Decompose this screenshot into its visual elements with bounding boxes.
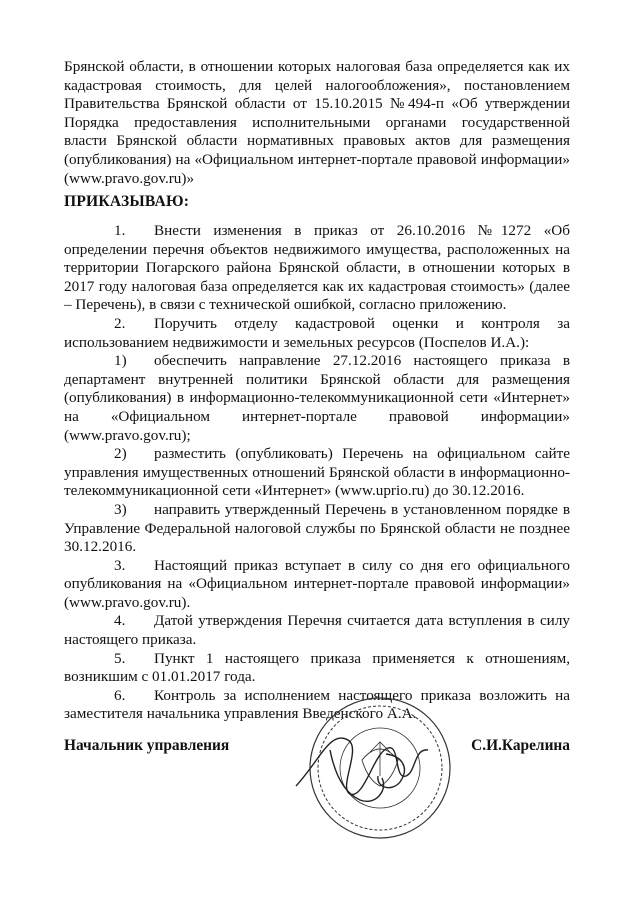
item-text: Датой утверждения Перечня считается дата вступления в силу настоящего приказа. <box>64 612 570 649</box>
item-number: 2) <box>114 445 127 463</box>
item-number: 4. <box>114 612 126 630</box>
item-number: 1) <box>114 352 127 370</box>
item-text: Поручить отделу кадастровой оценки и контроля за использованием недвижимости и земельных ресурсов (Поспелов И.А.): <box>64 314 570 351</box>
official-seal-icon <box>290 690 460 860</box>
order-item <box>64 222 570 315</box>
item-text: направить утвержденный Перечень в установленном порядке в Управление Федеральной налоговой службы по Брянской области не позднее 30.12.2016. <box>64 500 570 556</box>
order-subitem <box>64 445 570 501</box>
order-items <box>64 222 570 724</box>
signatory-position: Начальник управления <box>64 737 230 754</box>
item-number: 2. <box>114 314 126 332</box>
signatory-name: С.И.Карелина <box>471 737 570 754</box>
intro-paragraph: Брянской области, в отношении которых налоговая база определяется как их кадастровая стоимость, для целей налогообложения», постановлением Правительства Брянской области от 15.10.2015 №494-п «Об утверждении Порядка предоставления исполнительными органами государственной власти Брянской области нормативных правовых актов для размещения (опубликования) на «Официальном интернет-портале правовой информации» (www.pravo.gov.ru)» <box>64 58 570 187</box>
intro-block <box>64 58 570 188</box>
item-number: 1. <box>114 222 126 239</box>
item-number: 3) <box>114 500 127 518</box>
order-item <box>64 612 570 649</box>
item-text: Внести изменения в приказ от 26.10.2016 №1272 «Об определении перечня объектов недвижимого имущества, расположенных на территории Погарского района Брянской области, в отношении которых в 2017 году налоговая база определяется как их кадастровая стоимость» (далее – Перечень), в связи с технической ошибкой, согласно приложению. <box>64 222 570 314</box>
item-number: 3. <box>114 556 126 574</box>
item-text: Контроль за исполнением настоящего приказа возложить на заместителя начальника управления Введенского А.А. <box>64 686 570 723</box>
item-number: 5. <box>114 649 126 667</box>
item-number: 6. <box>114 686 126 704</box>
handwritten-signature <box>296 738 428 801</box>
order-heading: ПРИКАЗЫВАЮ: <box>64 193 190 210</box>
item-text: разместить (опубликовать) Перечень на официальном сайте управления имущественных отношений Брянской области в информационно-телекоммуникационной сети «Интернет» (www.uprio.ru) до 30.12.2016. <box>64 445 570 500</box>
order-subitem <box>64 501 570 557</box>
item-text: Настоящий приказ вступает в силу со дня его официального опубликования на «Официальном интернет-портале правовой информации» (www.pravo.gov.ru). <box>64 556 570 611</box>
order-subitem <box>64 352 570 445</box>
order-item <box>64 557 570 613</box>
order-item <box>64 315 570 352</box>
item-text: Пункт 1 настоящего приказа применяется к отношениям, возникшим с 01.01.2017 года. <box>64 649 570 686</box>
order-item <box>64 650 570 687</box>
item-text: обеспечить направление 27.12.2016 настоящего приказа в департамент внутренней политики Брянской области для размещения (опубликования) в информационно-телекоммуникационной сети «Интернет» на «Официальном интернет-портале правовой информации» (www.pravo.gov.ru); <box>64 352 570 444</box>
